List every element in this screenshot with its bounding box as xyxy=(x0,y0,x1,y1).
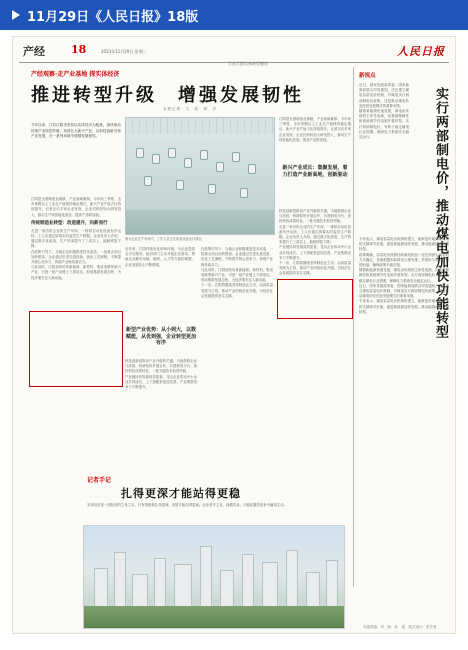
body-text: 随着新能源快速发展，煤电由传统的主体性电源，向基础保障性和系统调节性电源并重转型。实行两部制电价，有利于稳定煤电行业预期，保障电力系统安全稳定运行。 xyxy=(359,109,409,140)
body-text: 江阴是全国制造业重镇，产业基础雄厚。今年前三季度，全市规模以上工业总产值保持稳定增长，新兴产业产值占比持续提升。记者走访多家企业发现，企业们纷纷加大研发投入，推动生产线智能化改造，提高产品附加值。 xyxy=(279,117,351,142)
body-text: 近年来，江阴持续优化营商环境，为企业提供全方位服务。政府部门主动对接企业需求，帮助企业解决用地、融资、人才等方面的难题，企业发展信心不断增强。 xyxy=(125,247,195,267)
body-text: 产业链协同发展成效显著。龙头企业带动中小企业共同成长，上下游配套更加完善，产业集群竞争力不断提升。 xyxy=(125,374,197,390)
body-text: 随着新能源快速发展，煤电由传统的主体性电源，向基础保障性和系统调节性电源并重转型。实行两部制电价，有利于稳定煤电行业预期，保障电力系统安全稳定运行。 xyxy=(359,268,449,283)
byline: 本报记者 王 伟 刘 洋 xyxy=(163,107,217,111)
photo-caption: 图为企业生产车间内，工作人员正在检查设备运行情况。 xyxy=(125,237,205,241)
story-kicker: 产经观察·走产业基地 探实体经济 xyxy=(31,71,120,78)
main-headline: 推进转型升级 增强发展韧性 xyxy=(31,85,304,106)
section-subtitle: 新型产业优势：从小到大，以数赋能，从优到强，企业转型更加有序 xyxy=(125,327,196,347)
body-text: 江阴是全国制造业重镇，产业基础雄厚。今年前三季度，全市规模以上工业总产值保持稳定增长，新兴产业产值占比持续提升。记者走访多家企业发现，企业们纷纷加大研发投入，推动生产线智能化改造，提高产品附加值。 xyxy=(31,197,121,217)
body-text: 走进一家纺织企业的生产车间，一排排自动化设备有序运转，工人们通过屏幕实时监控生产数据。企业负责人介绍，通过数字化改造，生产效率提升了三成以上，能耗明显下降。 xyxy=(279,224,351,245)
body-text: 专家表示，煤电容量电价机制的建立，能够更好地体现煤电的支撑调节价值，促进新能源加快发展，推动能源绿色低碳转型。 xyxy=(359,237,449,252)
commentary-column-top xyxy=(359,83,409,233)
factory-photo xyxy=(125,117,275,235)
body-text: 近日，国家发展改革委、国家能源局联合印发通知，决定建立煤电容量电价机制，对煤电实行两部制电价政策。这是推动煤电转变经营发展模式的重要举措。 xyxy=(359,283,449,299)
body-text: 下一步，江阴将继续坚持制造业立市，以高质量发展为主线，推动产业结构优化升级，为经济社会发展提供坚实支撑。 xyxy=(201,283,273,298)
newspaper-logo: 人民日报 xyxy=(397,45,445,58)
body-text: 在政策引导下，当地企业积极推进技术改造，一批重点项目加快建设。企业通过引进先进设备、优化工艺流程，不断提升核心竞争力，传统产业焕发新活力。 xyxy=(31,249,121,265)
body-text: 与此同时，江阴加快培育新能源、新材料、集成电路等新兴产业，引进一批产业链上下游项目，形成集群发展态势，为经济增长注入新动能。 xyxy=(201,267,273,283)
notes-body xyxy=(87,503,345,523)
newspaper-page xyxy=(12,36,456,634)
page-number: 18 xyxy=(71,43,87,56)
body-text: 产业链协同发展成效显著。龙头企业带动中小企业共同成长，上下游配套更加完善，产业集群竞争力不断提升。 xyxy=(279,245,351,260)
commentary-kicker: 新视点 xyxy=(359,73,376,79)
section-subtitle: 新兴产业成长：集聚发展，着力打造产业新高地，创新驱动 xyxy=(282,165,348,178)
notes-headline: 扎得更深才能站得更稳 xyxy=(121,487,241,500)
commentary-column xyxy=(359,237,449,617)
highlight-box xyxy=(277,279,353,319)
commentary-headline: 实行两部制电价，推动煤电加快功能转型 xyxy=(433,87,448,339)
section-subtitle: 传统制造业转型：改造提升，向新而行 xyxy=(31,220,108,226)
city-skyline-photo xyxy=(83,525,345,629)
notes-kicker: 记者手记 xyxy=(87,477,112,484)
page-masthead xyxy=(19,41,449,63)
top-banner xyxy=(0,0,468,30)
section-name: 产经 xyxy=(23,45,45,58)
right-main-column-top xyxy=(279,117,351,161)
story-subhead: 江苏江阴实体转型观察 xyxy=(228,61,268,66)
banner-title: 11月29日《人民日报》18版 xyxy=(27,9,199,25)
middle-column xyxy=(125,359,197,469)
body-text: 在政策引导下，当地企业积极推进技术改造，一批重点项目加快建设。企业通过引进先进设备、优化工艺流程，不断提升核心竞争力，传统产业焕发新活力。 xyxy=(201,247,273,267)
body-text: 走进一家纺织企业的生产车间，一排排自动化设备有序运转，工人们通过屏幕实时监控生产数据。企业负责人介绍，通过数字化改造，生产效率提升了三成以上，能耗明显下降。 xyxy=(31,228,121,249)
middle-column-top xyxy=(125,247,195,317)
body-text: 专家表示，煤电容量电价机制的建立，能够更好地体现煤电的支撑调节价值，促进新能源加快发展，推动能源绿色低碳转型。 xyxy=(359,299,449,314)
body-text: 实体经济是一国经济的立身之本。只有把根基扎得更深，发展才能站得更稳。企业坚守主业、深耕实业，才能在激烈竞争中赢得主动。 xyxy=(87,503,288,507)
issue-date: 2023年11月29日 星期三 xyxy=(101,49,147,54)
body-text: 政策明确，容量电价按照回收煤电机组一定比例固定成本的方式确定，各地根据实际情况合理安排，并做好与电力市场的衔接，确保政策平稳实施。 xyxy=(359,252,449,268)
page-footer: 本版责编：刘 畅 孙 超 版式设计：张芳曼 xyxy=(363,625,437,629)
center-column xyxy=(201,247,273,469)
body-text: 科技创新是推动产业升级的关键。当地鼓励企业与高校、科研院所开展合作，共建研发平台，加快科技成果转化，一批关键技术取得突破。 xyxy=(125,359,197,374)
lead-paragraph: 今年以来，江苏江阴市坚持以实体经济为根基，加快推动传统产业转型升级，培育壮大新兴产业，以科技创新引领产业发展，在一系列举措中增强发展韧性。 xyxy=(31,123,121,139)
highlight-box xyxy=(29,311,123,387)
body-text: 近日，国家发展改革委、国家能源局联合印发通知，决定建立煤电容量电价机制，对煤电实行两部制电价政策。这是推动煤电转变经营发展模式的重要举措。 xyxy=(359,83,409,108)
body-text: 下一步，江阴将继续坚持制造业立市，以高质量发展为主线，推动产业结构优化升级，为经济社会发展提供坚实支撑。 xyxy=(279,261,351,276)
column-divider xyxy=(353,67,354,587)
play-arrow-icon xyxy=(12,10,20,20)
body-text: 科技创新是推动产业升级的关键。当地鼓励企业与高校、科研院所开展合作，共建研发平台，加快科技成果转化，一批关键技术取得突破。 xyxy=(279,209,351,224)
body-text: 与此同时，江阴加快培育新能源、新材料、集成电路等新兴产业，引进一批产业链上下游项目，形成集群发展态势，为经济增长注入新动能。 xyxy=(31,265,121,280)
right-main-column xyxy=(279,209,351,469)
